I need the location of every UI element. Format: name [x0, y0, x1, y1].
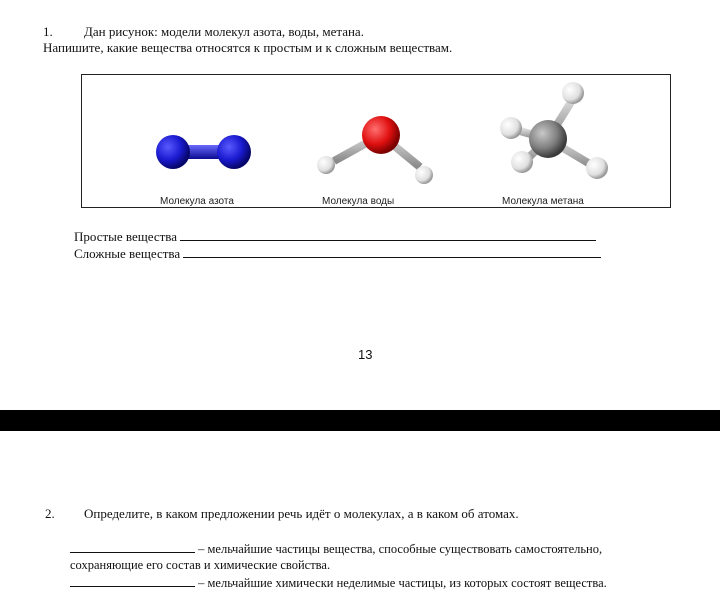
question-2-number: 2.	[45, 506, 55, 521]
hydrogen-atom	[317, 156, 335, 174]
hydrogen-atom	[500, 117, 522, 139]
nitrogen-molecule-model	[156, 135, 251, 169]
caption-methane: Молекула метана	[502, 196, 584, 207]
caption-water: Молекула воды	[322, 196, 395, 207]
answer-row-1	[70, 541, 602, 557]
methane-molecule-model	[500, 82, 608, 179]
complex-substances-answer-line[interactable]	[183, 246, 601, 258]
question-1-text: Дан рисунок: модели молекул азота, воды, метана.	[84, 24, 364, 39]
molecule-definition-text: – мельчайшие частицы вещества, способные существовать самостоятельно,	[198, 542, 603, 556]
hydrogen-atom	[511, 151, 533, 173]
answer-blank-2[interactable]	[70, 575, 195, 587]
page-number: 13	[358, 347, 373, 362]
simple-substances-answer-line[interactable]	[180, 229, 596, 241]
simple-substances-row	[74, 229, 596, 245]
question-1-instruction: Напишите, какие вещества относятся к простым и к сложным веществам.	[43, 40, 453, 55]
page-separator	[0, 410, 720, 431]
answer-row-2	[70, 575, 607, 591]
hydrogen-atom	[562, 82, 584, 104]
carbon-atom	[529, 120, 567, 158]
atom-definition-text: – мельчайшие химически неделимые частицы, из которых состоят вещества.	[198, 576, 607, 590]
complex-substances-label: Сложные вещества	[74, 246, 181, 261]
molecule-models	[82, 75, 670, 207]
nitrogen-atom	[156, 135, 190, 169]
oxygen-atom	[362, 116, 400, 154]
simple-substances-label: Простые вещества	[74, 229, 178, 244]
molecule-figure	[81, 74, 671, 208]
water-molecule-model	[317, 116, 433, 184]
molecule-definition-continuation: сохраняющие его состав и химические свойства.	[70, 558, 331, 572]
nitrogen-atom	[217, 135, 251, 169]
answer-row-1-continued	[70, 558, 330, 573]
caption-nitrogen: Молекула азота	[160, 196, 234, 207]
complex-substances-row	[74, 246, 601, 262]
question-2-text: Определите, в каком предложении речь идёт о молекулах, а в каком об атомах.	[84, 506, 519, 521]
answer-blank-1[interactable]	[70, 541, 195, 553]
hydrogen-atom	[586, 157, 608, 179]
hydrogen-atom	[415, 166, 433, 184]
question-1-number: 1.	[43, 24, 53, 39]
